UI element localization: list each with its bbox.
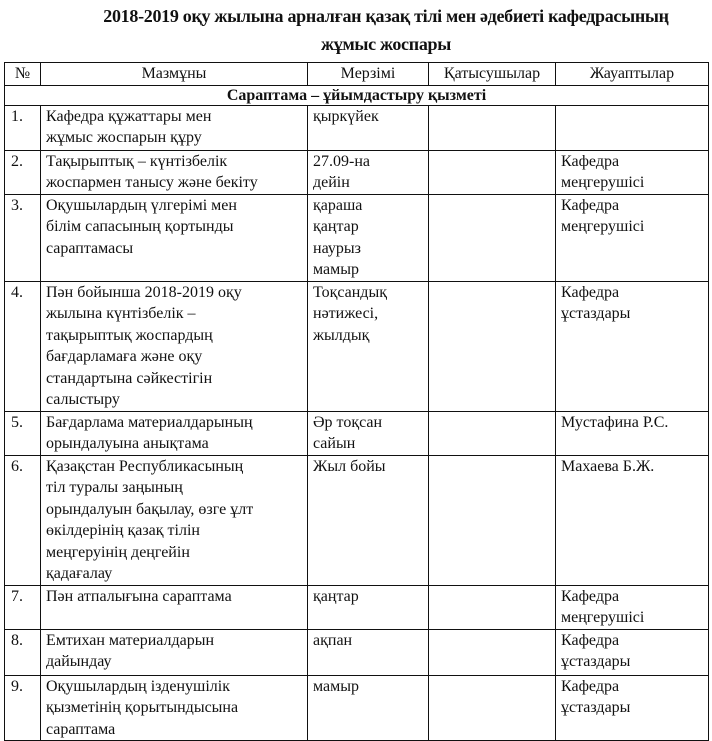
cell-term (308, 675, 429, 741)
cell-responsible (556, 675, 709, 741)
title-line-1: 2018-2019 оқу жылына арналған қазақ тілі мен әдебиеті кафедрасының (103, 6, 669, 26)
cell-responsible-line: меңгерушісі (561, 609, 645, 626)
cell-responsible-line: ұстаздары (561, 699, 631, 716)
section-title: Сараптама – ұйымдастыру қызметі (5, 85, 709, 105)
cell-content-line: Бағдарлама материалдарының (46, 413, 253, 431)
cell-content-line: бағдарламаға және оқу (46, 348, 203, 365)
table-header-row (5, 63, 709, 86)
cell-content (41, 194, 308, 281)
cell-content (41, 105, 308, 150)
cell-content-line: Кафедра құжаттары мен (46, 107, 212, 125)
cell-term-line: Тоқсандық (313, 283, 387, 301)
cell-term (308, 455, 429, 585)
cell-responsible-line: Кафедра (561, 587, 620, 605)
table-row (5, 675, 709, 741)
cell-number: 6. (5, 455, 41, 585)
cell-content-line: Пән атпалығына сараптама (46, 587, 232, 605)
cell-participants (429, 281, 556, 411)
cell-content-line: тіл туралы заңының (46, 479, 183, 496)
work-plan-table (4, 62, 709, 741)
cell-responsible (556, 105, 709, 150)
cell-term (308, 629, 429, 675)
cell-responsible (556, 455, 709, 585)
cell-term (308, 585, 429, 629)
cell-content-line: меңгеруінің деңгейін (46, 543, 190, 561)
cell-number: 7. (5, 585, 41, 629)
cell-participants (429, 411, 556, 455)
cell-responsible (556, 281, 709, 411)
cell-content-line: Оқушылардың үлгерімі мен (46, 196, 237, 214)
cell-term-line: Жыл бойы (313, 457, 386, 475)
table-row (5, 629, 709, 675)
cell-responsible-line: ұстаздары (561, 305, 631, 322)
cell-number: 2. (5, 150, 41, 194)
cell-content-line: Емтихан материалдарын (46, 631, 215, 649)
header-term: Мерзімі (308, 63, 429, 86)
cell-participants (429, 629, 556, 675)
cell-participants (429, 194, 556, 281)
cell-content (41, 411, 308, 455)
cell-number: 5. (5, 411, 41, 455)
cell-content-line: білім сапасының қортынды (46, 218, 234, 235)
cell-responsible-line: меңгерушісі (561, 218, 645, 235)
cell-content-line: Пән бойынша 2018-2019 оқу (46, 283, 242, 301)
section-header-row (5, 85, 709, 105)
cell-term (308, 411, 429, 455)
cell-responsible (556, 150, 709, 194)
cell-responsible-line: Махаева Б.Ж. (561, 457, 655, 475)
cell-term-line: мамыр (313, 261, 359, 278)
cell-responsible-line: Кафедра (561, 677, 620, 695)
cell-responsible-line: меңгерушісі (561, 174, 645, 191)
cell-content-line: өкілдерінің қазақ тілін (46, 522, 200, 539)
cell-participants (429, 455, 556, 585)
cell-responsible (556, 585, 709, 629)
cell-term-line: 27.09-на (313, 152, 370, 170)
cell-content-line: Қазақстан Республикасының (46, 457, 244, 475)
cell-participants (429, 105, 556, 150)
cell-term-line: қыркүйек (313, 107, 379, 125)
cell-content-line: жұмыс жоспарын құру (46, 129, 202, 146)
cell-content-line: стандартына сәйкестігін (46, 369, 213, 387)
cell-responsible-line: ұстаздары (561, 653, 631, 670)
cell-content-line: тақырыптық жоспардың (46, 326, 213, 344)
cell-participants (429, 150, 556, 194)
cell-term (308, 105, 429, 150)
table-row (5, 411, 709, 455)
cell-participants (429, 585, 556, 629)
table-row (5, 150, 709, 194)
cell-term-line: дейін (313, 174, 350, 191)
cell-responsible-line: Мустафина Р.С. (561, 413, 669, 431)
cell-content-line: Оқушылардың ізденушілік (46, 677, 230, 695)
table-row (5, 455, 709, 585)
cell-content-line: салыстыру (46, 391, 120, 408)
cell-term-line: қаңтар (313, 218, 359, 235)
cell-responsible (556, 629, 709, 675)
cell-term-line: Әр тоқсан (313, 413, 383, 431)
cell-term-line: жылдық (313, 326, 370, 344)
table-row (5, 105, 709, 150)
cell-content (41, 281, 308, 411)
cell-responsible-line: Кафедра (561, 152, 620, 170)
cell-content-line: қызметінің қорытындысына (46, 699, 239, 716)
header-number: № (5, 63, 41, 86)
cell-responsible-line: Кафедра (561, 196, 620, 214)
cell-responsible-line: Кафедра (561, 631, 620, 649)
cell-term (308, 150, 429, 194)
cell-content-line: орындалуын бақылау, өзге ұлт (46, 500, 254, 518)
cell-term-line: наурыз (313, 239, 361, 257)
cell-term (308, 281, 429, 411)
cell-term-line: сайын (313, 435, 356, 452)
cell-responsible (556, 411, 709, 455)
cell-term-line: қаңтар (313, 587, 359, 605)
cell-number: 8. (5, 629, 41, 675)
cell-content (41, 585, 308, 629)
cell-term-line: ақпан (313, 631, 353, 649)
cell-content-line: сараптама (46, 720, 116, 738)
title-line-2: жұмыс жоспары (321, 34, 451, 54)
cell-term-line: мамыр (313, 677, 359, 695)
table-row (5, 194, 709, 281)
cell-responsible (556, 194, 709, 281)
cell-number: 3. (5, 194, 41, 281)
cell-content-line: Тақырыптық – күнтізбелік (46, 152, 228, 170)
cell-content (41, 629, 308, 675)
cell-term (308, 194, 429, 281)
header-content: Мазмұны (41, 63, 308, 86)
cell-number: 1. (5, 105, 41, 150)
cell-content (41, 455, 308, 585)
cell-term-line: нәтижесі, (313, 305, 379, 322)
cell-content-line: жылына күнтізбелік – (46, 305, 196, 322)
cell-content-line: қадағалау (46, 565, 113, 582)
table-row (5, 585, 709, 629)
cell-number: 9. (5, 675, 41, 741)
table-row (5, 281, 709, 411)
cell-content-line: орындалуына анықтама (46, 435, 209, 452)
header-responsible: Жауаптылар (556, 63, 709, 86)
cell-responsible-line: Кафедра (561, 283, 620, 301)
cell-content-line: жоспармен танысу және бекіту (46, 174, 258, 191)
cell-content-line: дайындау (46, 653, 112, 670)
header-participants: Қатысушылар (429, 63, 556, 86)
cell-content (41, 675, 308, 741)
document-title (0, 2, 712, 58)
cell-content-line: сараптамасы (46, 239, 134, 257)
cell-participants (429, 675, 556, 741)
cell-term-line: қараша (313, 196, 363, 214)
cell-content (41, 150, 308, 194)
cell-number: 4. (5, 281, 41, 411)
